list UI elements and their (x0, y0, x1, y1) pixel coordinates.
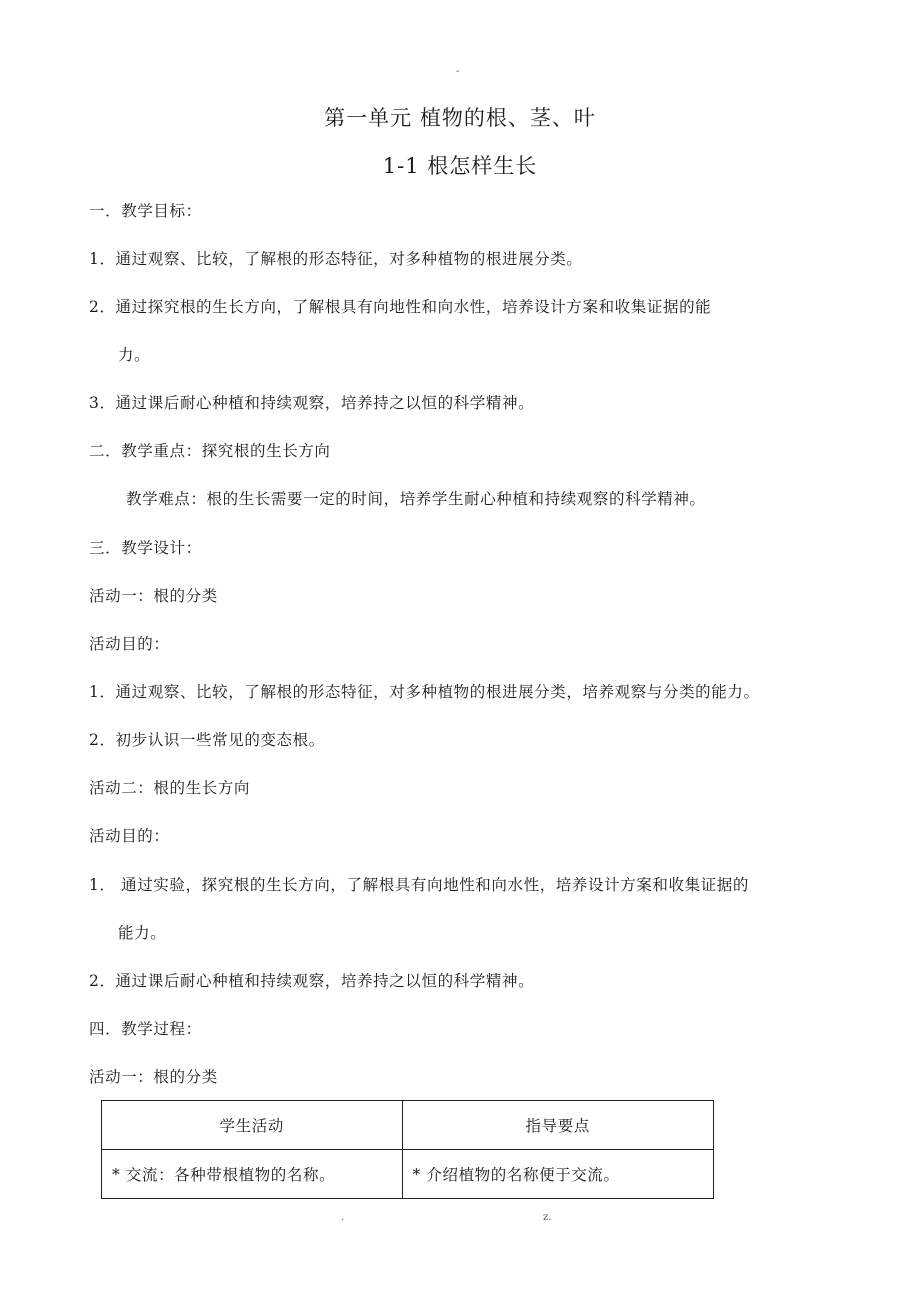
activity-2-purpose-label: 活动目的： (89, 827, 170, 845)
footer-mark-right: z. (543, 1212, 552, 1223)
objective-2: 2．通过探究根的生长方向，了解根具有向地性和向水性，培养设计方案和收集证据的能 (89, 298, 712, 316)
table-header-guidance: 指导要点 (402, 1101, 714, 1150)
activity-2-heading: 活动二：根的生长方向 (89, 779, 251, 797)
activity-2-purpose-1: 1． 通过实验，探究根的生长方向，了解根具有向地性和向水性，培养设计方案和收集证据的 (89, 876, 749, 894)
activity-1-purpose-2: 2．初步认识一些常见的变态根。 (89, 731, 325, 749)
difficulty-text: 教学难点：根的生长需要一定的时间，培养学生耐心种植和持续观察的科学精神。 (126, 490, 706, 508)
activity-1-purpose-label: 活动目的： (89, 635, 170, 653)
activity-2-purpose-2: 2．通过课后耐心种植和持续观察，培养持之以恒的科学精神。 (89, 972, 535, 990)
table-cell: * 介绍植物的名称便于交流。 (402, 1150, 714, 1199)
unit-title: 第一单元 植物的根、茎、叶 (324, 106, 596, 130)
footer-mark-left: . (341, 1212, 345, 1223)
lesson-title: 1-1 根怎样生长 (382, 154, 538, 178)
section-heading-key-points: 二．教学重点：探究根的生长方向 (89, 442, 331, 460)
process-activity-1-heading: 活动一：根的分类 (89, 1068, 218, 1086)
table-cell: * 交流：各种带根植物的名称。 (102, 1150, 403, 1199)
table-header-student-activity: 学生活动 (102, 1101, 403, 1150)
objective-1: 1．通过观察、比较，了解根的形态特征，对多种植物的根进展分类。 (89, 250, 583, 268)
activity-2-purpose-1-cont: 能力。 (118, 924, 167, 942)
activity-1-heading: 活动一：根的分类 (89, 587, 218, 605)
table-header-row (102, 1101, 714, 1150)
activity-table (101, 1100, 714, 1199)
section-heading-process: 四．教学过程： (89, 1020, 202, 1038)
objective-2-cont: 力。 (118, 346, 151, 364)
section-heading-objectives: 一．教学目标： (89, 202, 202, 220)
table-row (102, 1150, 714, 1199)
objective-3: 3．通过课后耐心种植和持续观察，培养持之以恒的科学精神。 (89, 394, 535, 412)
section-heading-design: 三．教学设计： (89, 539, 202, 557)
activity-1-purpose-1: 1．通过观察、比较，了解根的形态特征，对多种植物的根进展分类，培养观察与分类的能力。 (89, 683, 760, 701)
header-mark: - (456, 66, 460, 77)
